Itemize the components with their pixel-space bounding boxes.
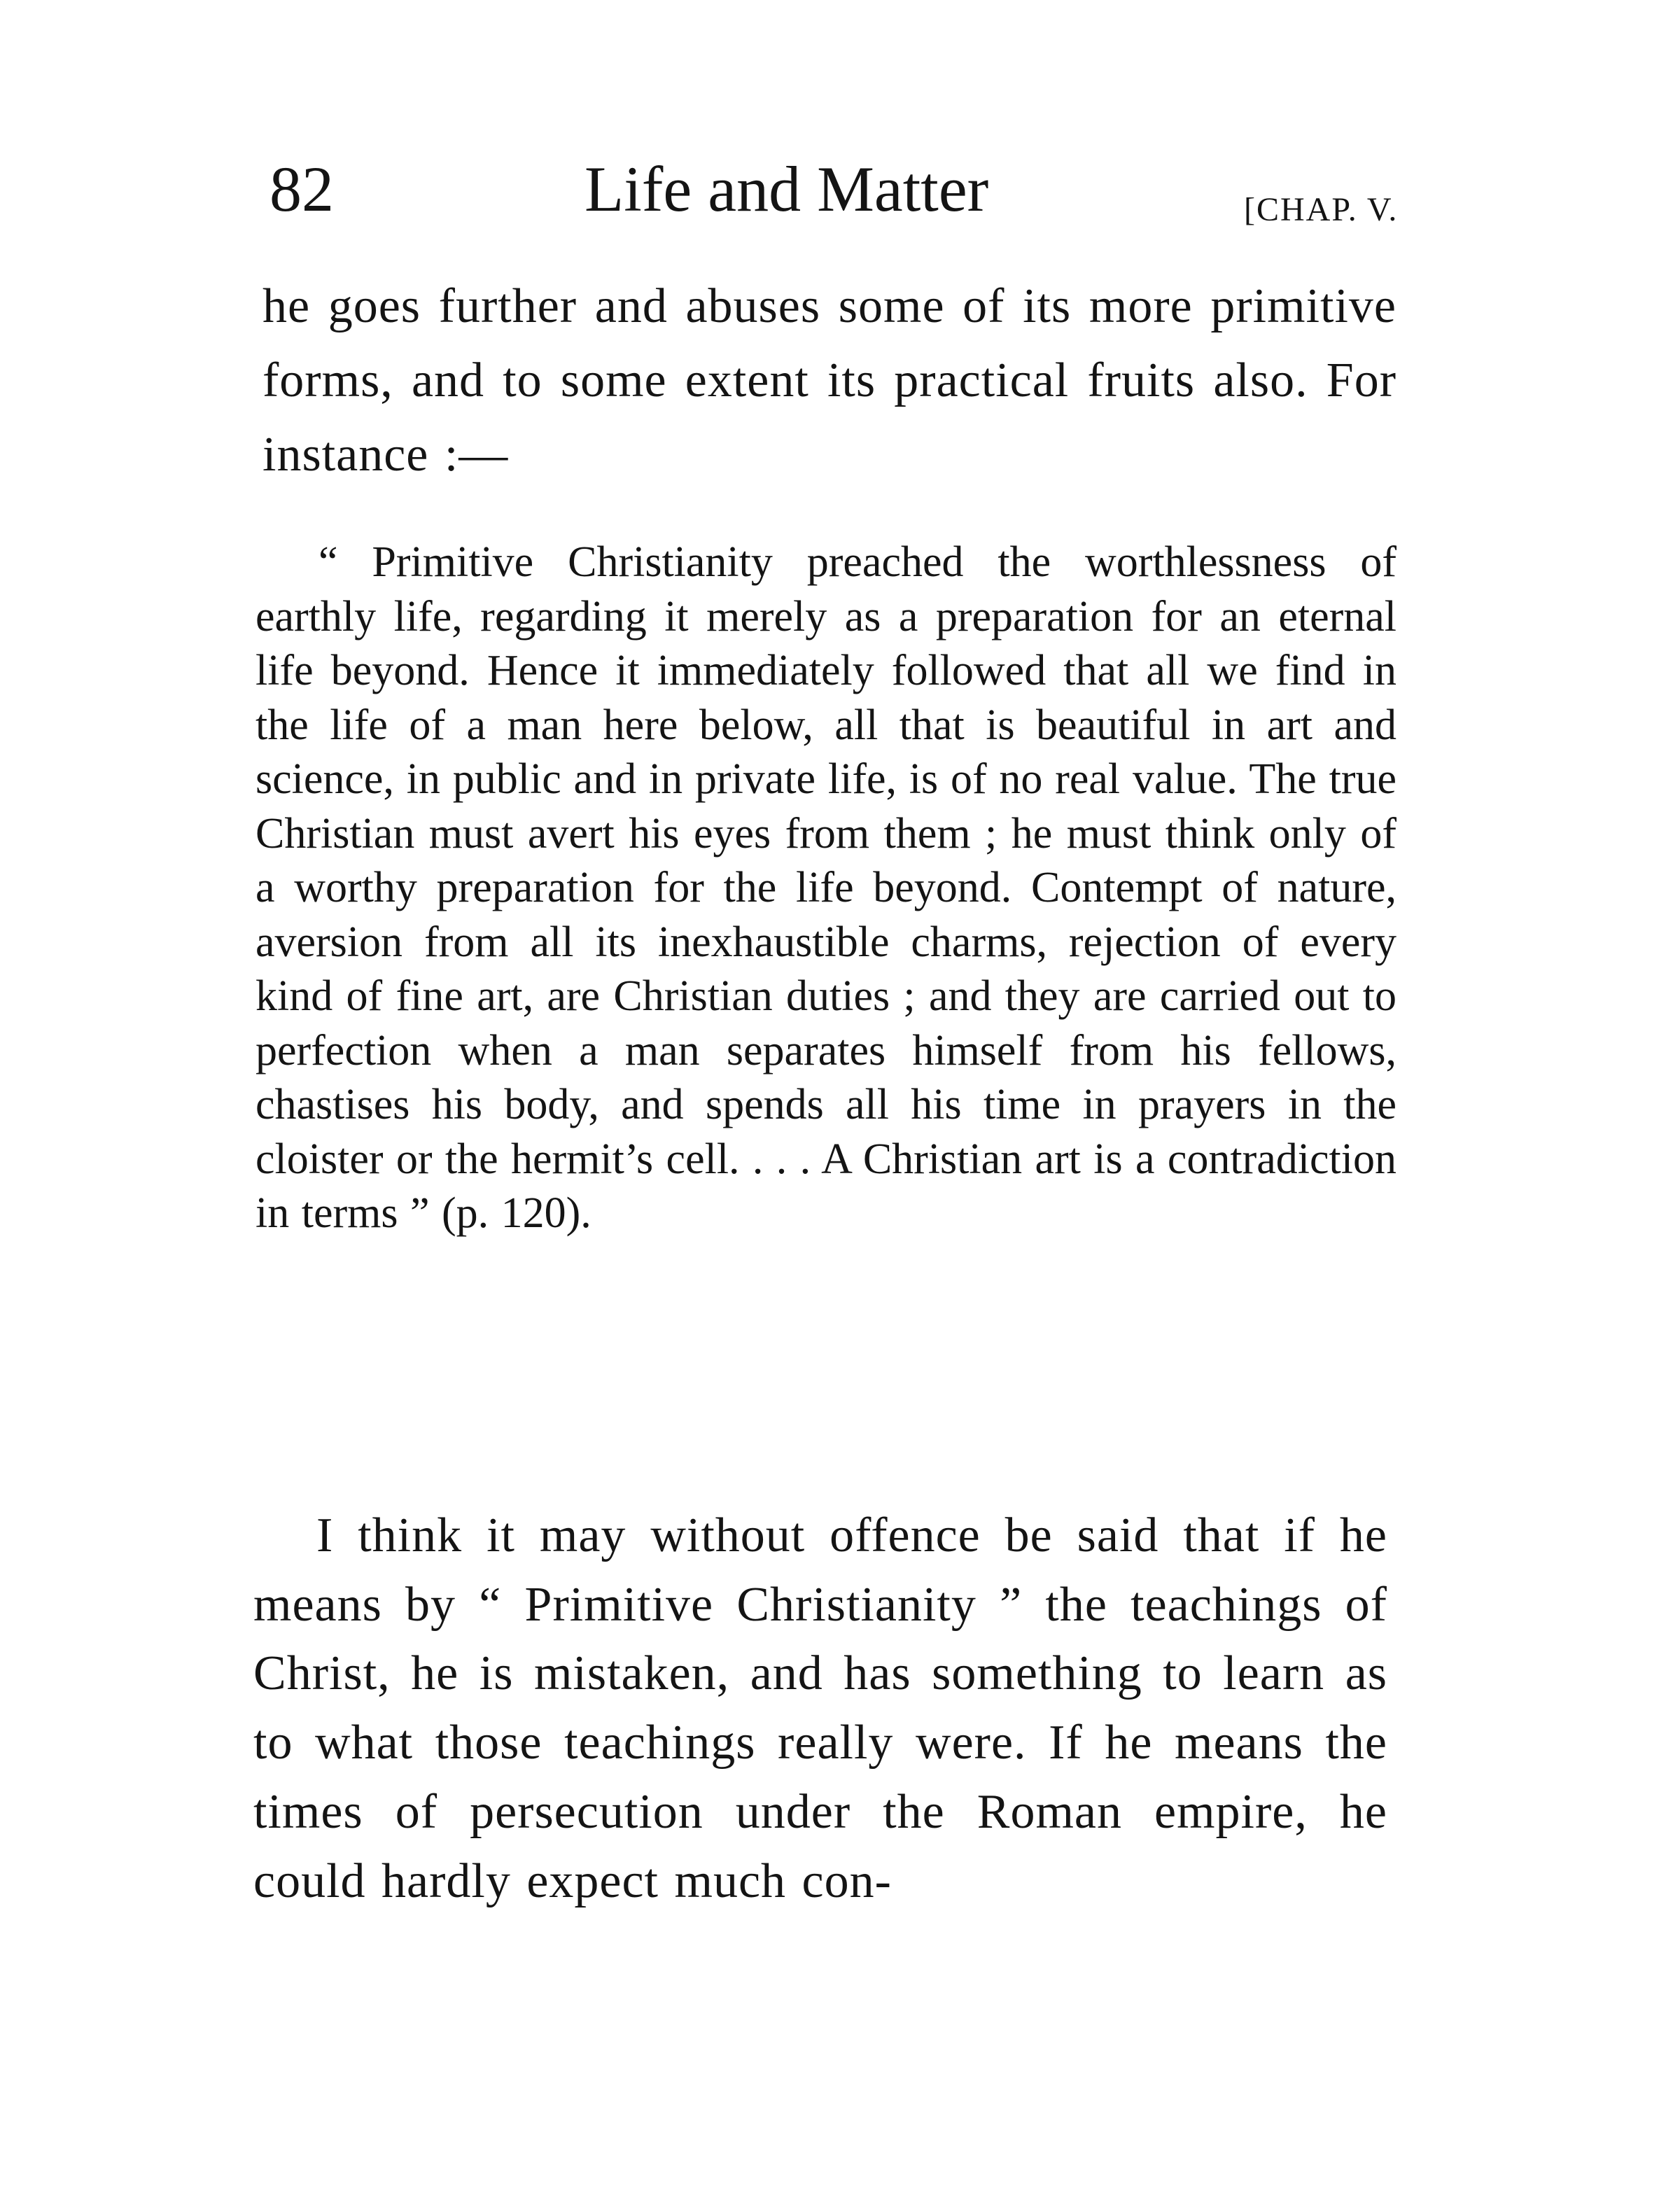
response-paragraph: I think it may without offence be said that if he means by “ Primitive Christianity ” the teachings of Christ, he is mistaken, and has something to learn as to what those teachings really were. If he means the times of persecution under the Roman empire, he could hardly expect much con- <box>253 1508 1387 1908</box>
page-title: Life and Matter <box>584 153 989 225</box>
running-head <box>270 144 1404 234</box>
block-quotation: “ Primitive Christianity preached the worthlessness of earthly life, regarding it merely as a preparation for an eternal life beyond. Hence it immediately followed that all we find in the life of a man here below, all that is beautiful in art and science, in public and in private life, is of no real value. The true Christian must avert his eyes from them ; he must think only of a worthy preparation for the life beyond. Contempt of nature, aversion from all its inexhaustible charms, rejection of every kind of fine art, are Christian duties ; and they are carried out to perfection when a man separates himself from his fellows, chastises his body, and spends all his time in prayers in the cloister or the hermit’s cell. . . . A Christian art is a contradiction in terms ” (p. 120). <box>255 538 1396 1237</box>
continuation-paragraph: he goes further and abuses some of its more primitive forms, and to some extent its practical fruits also. For instance :— <box>262 279 1396 482</box>
page-number: 82 <box>270 153 334 225</box>
chapter-reference: [CHAP. V. <box>1244 191 1399 228</box>
